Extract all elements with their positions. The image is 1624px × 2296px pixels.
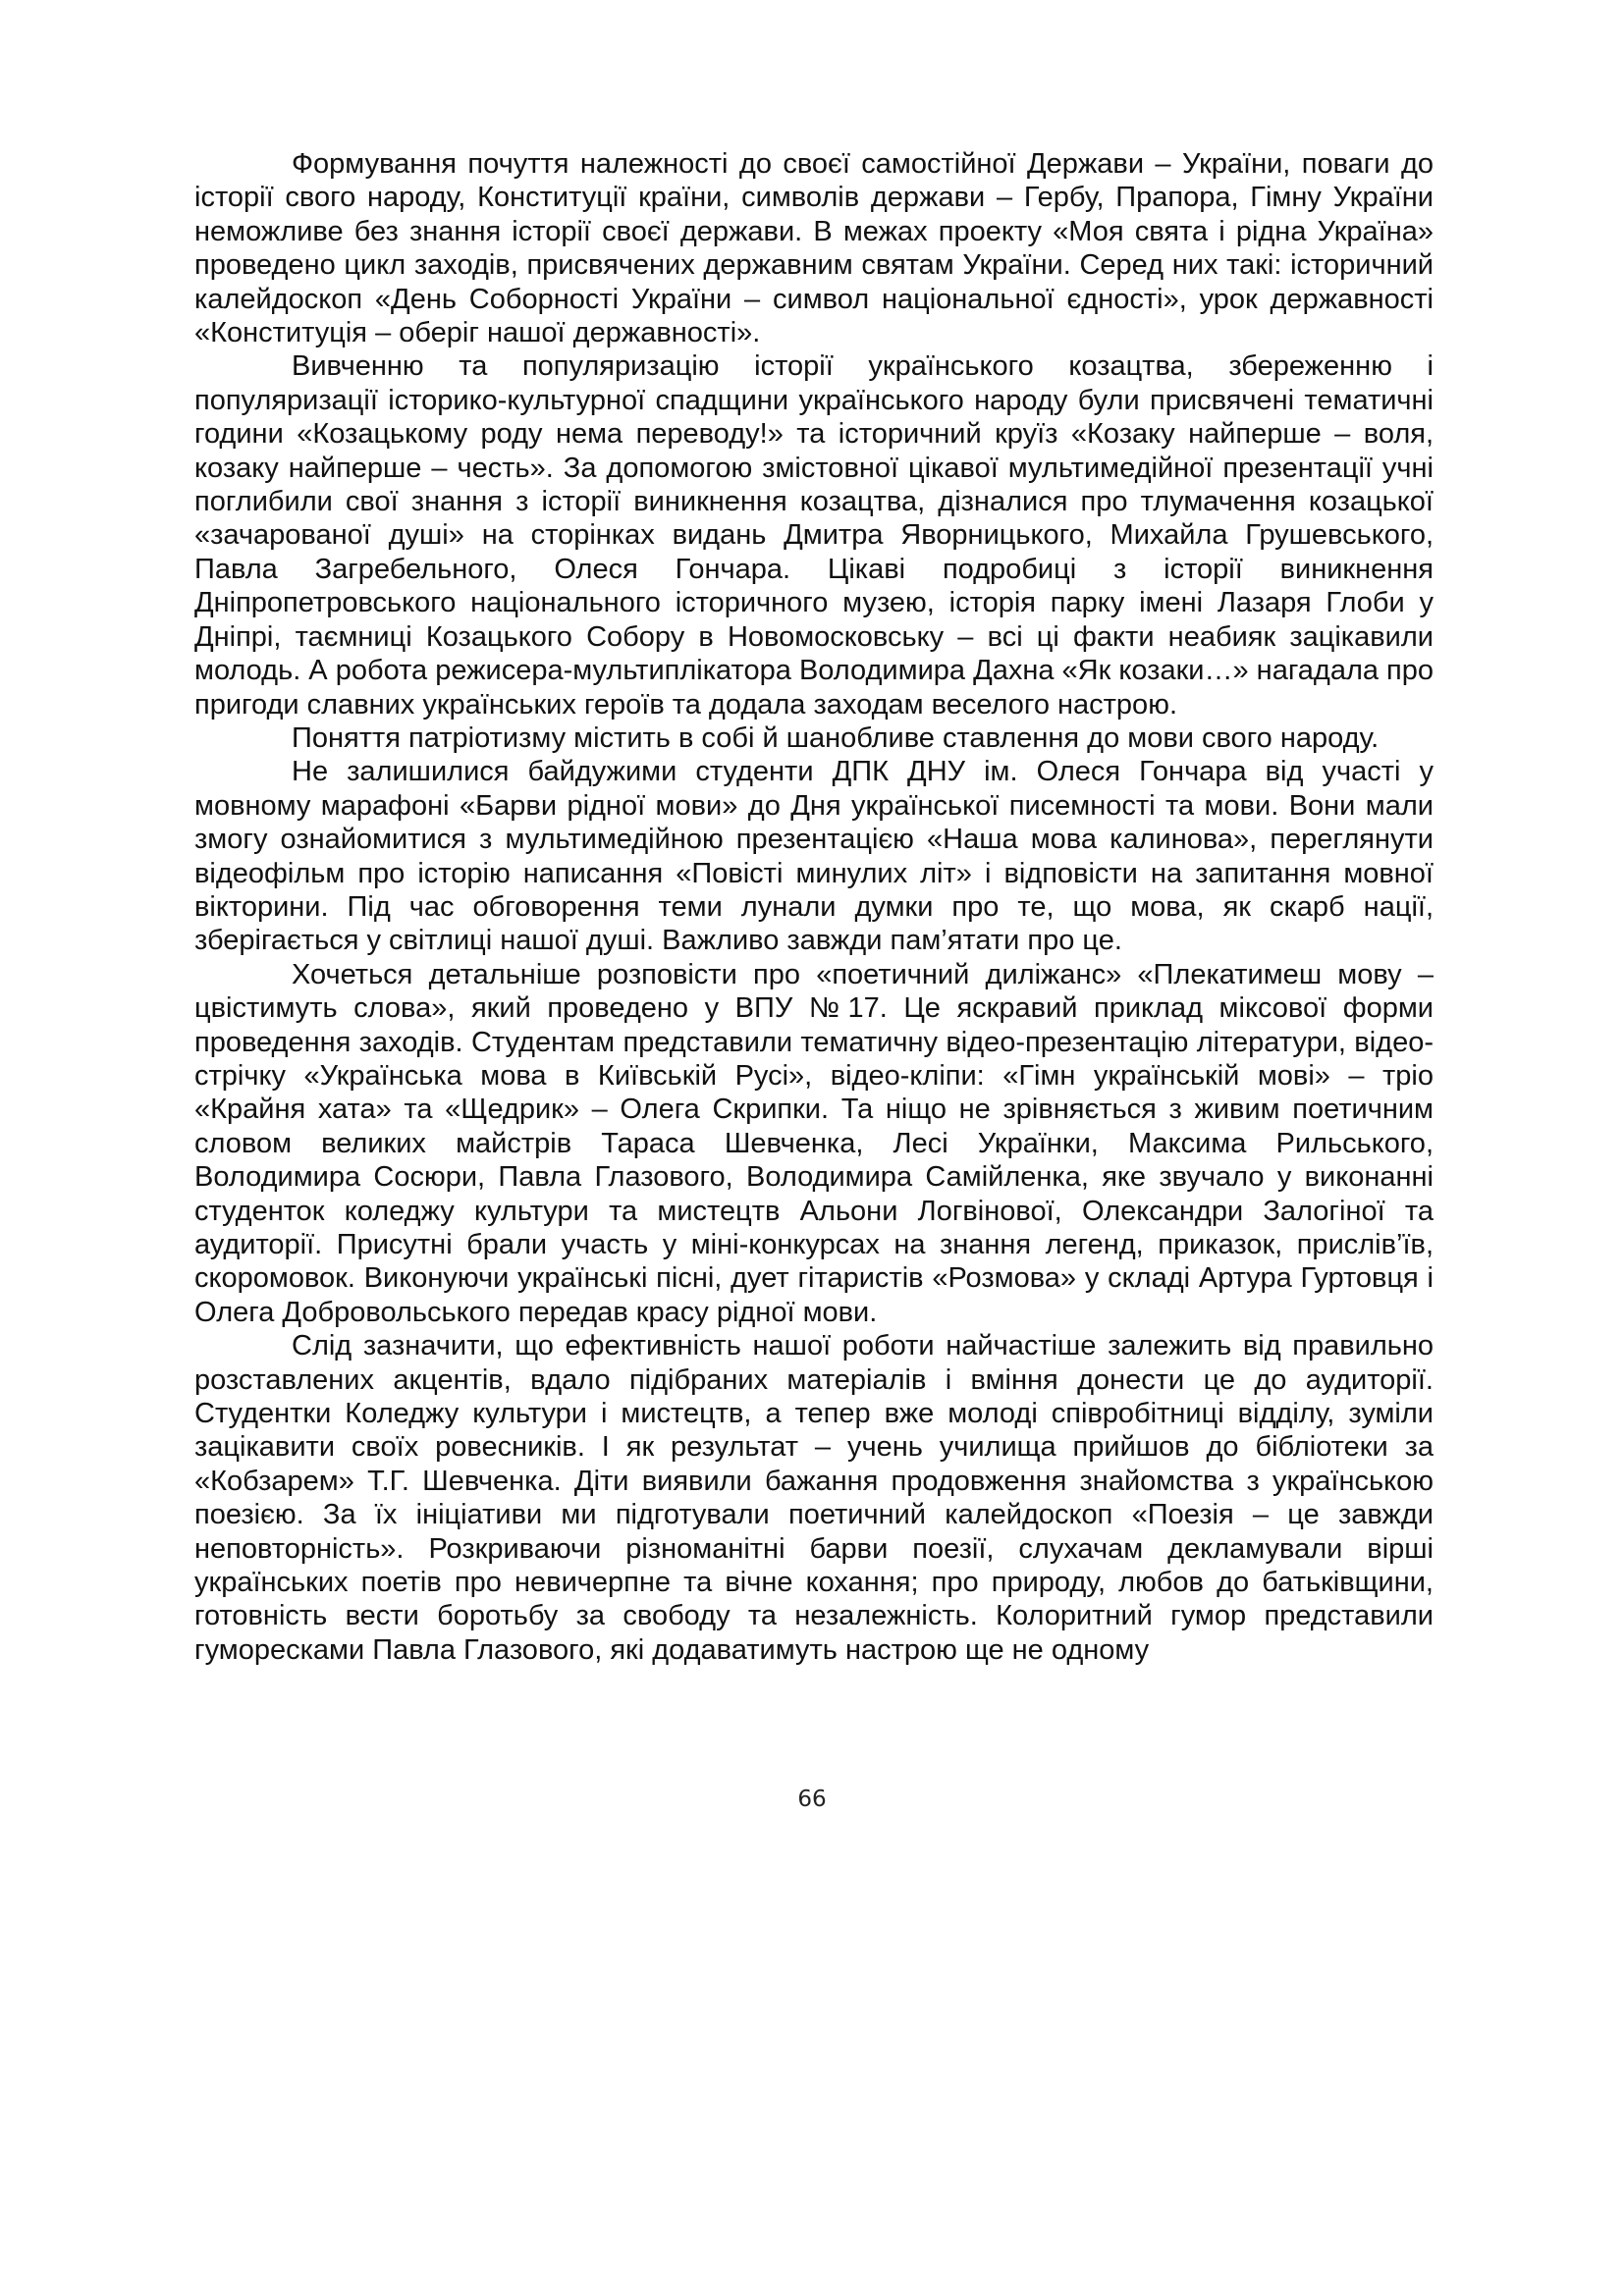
paragraph-statehood: Формування почуття належності до своєї самостійної Держави – України, поваги до історії свого народу, Конституції країни, символів держави – Гербу, Прапора, Гімну України неможливе без знання історії своєї держави. В межах проекту «Моя свята і рідна Україна» проведено цикл заходів, присвячених державним святам України. Серед них такі: історичний калейдоскоп «День Соборності України – символ національної єдності», урок державності «Конституція – оберіг нашої державності». xyxy=(194,148,1434,349)
paragraph-patriotism-language: Поняття патріотизму містить в собі й шанобливе ставлення до мови свого народу. xyxy=(292,721,1380,754)
paragraph-poetic-stagecoach: Хочеться детальніше розповісти про «поетичний диліжанс» «Плекатимеш мову – цвістимуть слова», який проведено у ВПУ №17. Це яскравий приклад міксової форми проведення заходів. Студентам представили тематичну відео-презентацію літератури, відео-стрічку «Українська мова в Київській Русі», відео-кліпи: «Гімн українській мові» – тріо «Крайня хата» та «Щедрик» – Олега Скрипки. Та ніщо не зрівняється з живим поетичним словом великих майстрів Тараса Шевченка, Лесі Українки, Максима Рильського, Володимира Сосюри, Павла Глазового, Володимира Самійленка, яке звучало у виконанні студенток коледжу культури та мистецтв Альони Логвінової, Олександри Залогіної та аудиторії. Присутні брали участь у міні-конкурсах на знання легенд, приказок, прислів’їв, скоромовок. Виконуючи українські пісні, дует гітаристів «Розмова» у складі Артура Гуртовця і Олега Добровольського передав красу рідної мови. xyxy=(194,958,1434,1328)
paragraph-effectiveness: Слід зазначити, що ефективність нашої роботи найчастіше залежить від правильно розставлених акцентів, вдало підібраних матеріалів і вміння донести це до аудиторії. Студентки Коледжу культури і мистецтв, а тепер вже молоді співробітниці відділу, зуміли зацікавити своїх ровесників. І як результат – учень училища прийшов до бібліотеки за «Кобзарем» Т.Г. Шевченка. Діти виявили бажання продовження знайомства з українською поезією. За їх ініціативи ми підготували поетичний калейдоскоп «Поезія – це завжди неповторність». Розкриваючи різноманітні барви поезії, слухачам декламували вірші українських поетів про невичерпне та вічне кохання; про природу, любов до батьківщини, готовність вести боротьбу за свободу та незалежність. Колоритний гумор представили гуморесками Павла Глазового, які додаватимуть настрою ще не одному xyxy=(194,1330,1434,1666)
page-number: 66 xyxy=(797,1787,827,1812)
paragraph-cossack-history: Вивченню та популяризацію історії українського козацтва, збереженню і популяризації історико-культурної спадщини українського народу були присвячені тематичні години «Козацькому роду нема переводу!» та історичний круїз «Козаку найперше – воля, козаку найперше – честь». За допомогою змістовної цікавої мультимедійної презентації учні поглибили свої знання з історії виникнення козацтва, дізналися про тлумачення козацької «зачарованої душі» на сторінках видань Дмитра Яворницького, Михайла Грушевського, Павла Загребельного, Олеся Гончара. Цікаві подробиці з історії виникнення Дніпропетровського національного історичного музею, історія парку імені Лазаря Глоби у Дніпрі, таємниці Козацького Собору в Новомосковську – всі ці факти неабияк зацікавили молодь. А робота режисера-мультиплікатора Володимира Дахна «Як козаки…» нагадала про пригоди славних українських героїв та додала заходам веселого настрою. xyxy=(194,350,1435,721)
document-body xyxy=(194,147,1434,1667)
paragraph-language-marathon: Не залишилися байдужими студенти ДПК ДНУ ім. Олеся Гончара від участі у мовному марафоні «Барви рідної мови» до Дня української писемності та мови. Вони мали змогу ознайомитися з мультимедійною презентацією «Наша мова калинова», переглянути відеофільм про історію написання «Повісті минулих літ» і відповісти на запитання мовної вікторини. Під час обговорення теми лунали думки про те, що мова, як скарб нації, зберігається у світлиці нашої душі. Важливо завжди пам’ятати про це. xyxy=(194,756,1434,957)
